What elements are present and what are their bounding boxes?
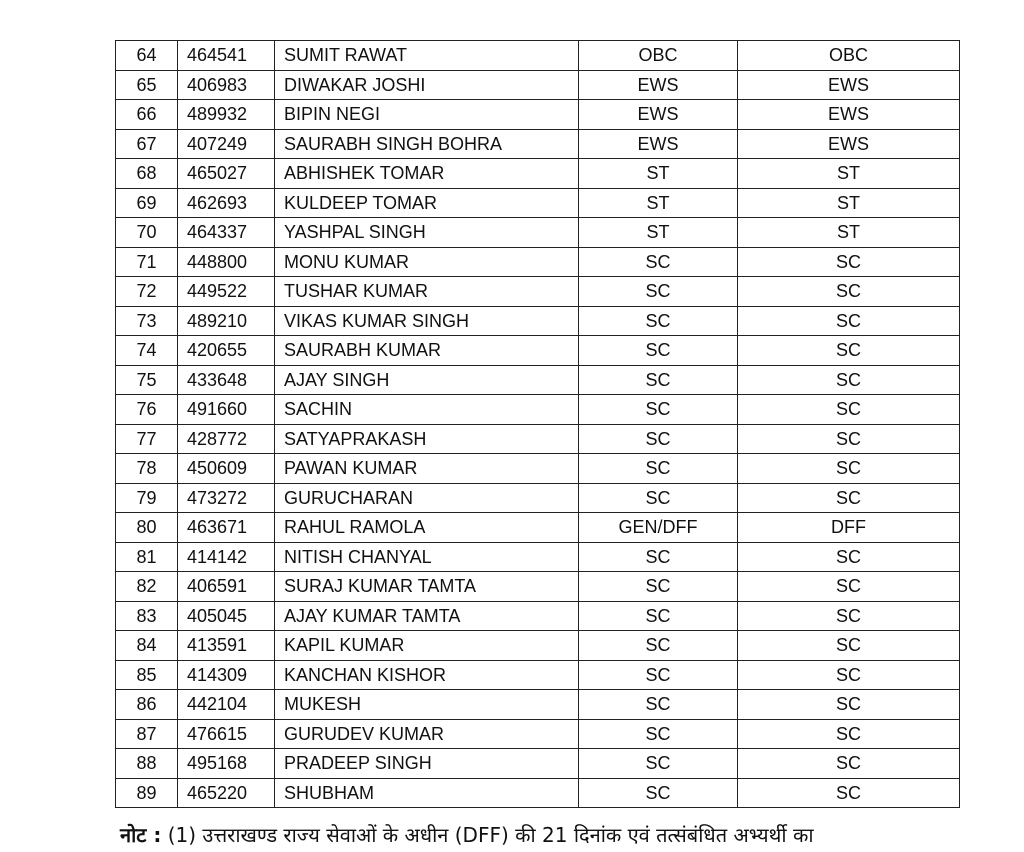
candidate-name-cell: ABHISHEK TOMAR <box>275 159 579 189</box>
table-row <box>116 454 960 484</box>
candidate-name-cell: SUMIT RAWAT <box>275 41 579 71</box>
serial-number-cell: 82 <box>116 572 178 602</box>
selected-category-cell: DFF <box>738 513 960 543</box>
table-row <box>116 631 960 661</box>
serial-number-cell: 72 <box>116 277 178 307</box>
category-cell: ST <box>579 218 738 248</box>
serial-number-cell: 75 <box>116 365 178 395</box>
selected-category-cell: SC <box>738 601 960 631</box>
roll-number-cell: 406591 <box>178 572 275 602</box>
table-row <box>116 513 960 543</box>
roll-number-cell: 450609 <box>178 454 275 484</box>
table-row <box>116 365 960 395</box>
table-row <box>116 778 960 808</box>
serial-number-cell: 89 <box>116 778 178 808</box>
candidate-name-cell: YASHPAL SINGH <box>275 218 579 248</box>
selected-category-cell: SC <box>738 660 960 690</box>
serial-number-cell: 79 <box>116 483 178 513</box>
serial-number-cell: 80 <box>116 513 178 543</box>
serial-number-cell: 78 <box>116 454 178 484</box>
table-row <box>116 188 960 218</box>
roll-number-cell: 491660 <box>178 395 275 425</box>
table-row <box>116 660 960 690</box>
table-row <box>116 601 960 631</box>
serial-number-cell: 86 <box>116 690 178 720</box>
roll-number-cell: 414309 <box>178 660 275 690</box>
serial-number-cell: 64 <box>116 41 178 71</box>
selected-category-cell: SC <box>738 572 960 602</box>
candidate-name-cell: SACHIN <box>275 395 579 425</box>
serial-number-cell: 76 <box>116 395 178 425</box>
roll-number-cell: 473272 <box>178 483 275 513</box>
selected-category-cell: SC <box>738 336 960 366</box>
footer-note <box>120 818 1020 847</box>
roll-number-cell: 449522 <box>178 277 275 307</box>
candidate-name-cell: SAURABH SINGH BOHRA <box>275 129 579 159</box>
roll-number-cell: 489932 <box>178 100 275 130</box>
table-row <box>116 100 960 130</box>
table-row <box>116 218 960 248</box>
table-row <box>116 247 960 277</box>
roll-number-cell: 489210 <box>178 306 275 336</box>
selected-category-cell: ST <box>738 218 960 248</box>
category-cell: SC <box>579 395 738 425</box>
table-row <box>116 690 960 720</box>
serial-number-cell: 65 <box>116 70 178 100</box>
roll-number-cell: 420655 <box>178 336 275 366</box>
serial-number-cell: 69 <box>116 188 178 218</box>
category-cell: EWS <box>579 100 738 130</box>
serial-number-cell: 74 <box>116 336 178 366</box>
category-cell: SC <box>579 778 738 808</box>
selected-category-cell: SC <box>738 483 960 513</box>
roll-number-cell: 433648 <box>178 365 275 395</box>
candidate-name-cell: KULDEEP TOMAR <box>275 188 579 218</box>
candidate-name-cell: AJAY SINGH <box>275 365 579 395</box>
roll-number-cell: 462693 <box>178 188 275 218</box>
category-cell: SC <box>579 690 738 720</box>
selected-category-cell: SC <box>738 454 960 484</box>
roll-number-cell: 476615 <box>178 719 275 749</box>
table-row <box>116 277 960 307</box>
roll-number-cell: 463671 <box>178 513 275 543</box>
category-cell: SC <box>579 572 738 602</box>
candidate-name-cell: GURUCHARAN <box>275 483 579 513</box>
selected-category-cell: SC <box>738 690 960 720</box>
selected-category-cell: SC <box>738 424 960 454</box>
selected-category-cell: SC <box>738 365 960 395</box>
table-row <box>116 542 960 572</box>
table-row <box>116 572 960 602</box>
serial-number-cell: 70 <box>116 218 178 248</box>
serial-number-cell: 88 <box>116 749 178 779</box>
candidate-name-cell: MUKESH <box>275 690 579 720</box>
table-row <box>116 306 960 336</box>
candidate-name-cell: PAWAN KUMAR <box>275 454 579 484</box>
selected-category-cell: SC <box>738 247 960 277</box>
category-cell: SC <box>579 542 738 572</box>
serial-number-cell: 77 <box>116 424 178 454</box>
candidate-name-cell: GURUDEV KUMAR <box>275 719 579 749</box>
selected-category-cell: SC <box>738 395 960 425</box>
selected-category-cell: EWS <box>738 70 960 100</box>
category-cell: EWS <box>579 70 738 100</box>
selected-category-cell: SC <box>738 306 960 336</box>
table-row <box>116 395 960 425</box>
selected-category-cell: SC <box>738 778 960 808</box>
results-table <box>115 40 960 808</box>
serial-number-cell: 73 <box>116 306 178 336</box>
table-row <box>116 41 960 71</box>
category-cell: EWS <box>579 129 738 159</box>
roll-number-cell: 414142 <box>178 542 275 572</box>
roll-number-cell: 465220 <box>178 778 275 808</box>
category-cell: SC <box>579 454 738 484</box>
selected-category-cell: ST <box>738 159 960 189</box>
roll-number-cell: 413591 <box>178 631 275 661</box>
category-cell: SC <box>579 365 738 395</box>
roll-number-cell: 448800 <box>178 247 275 277</box>
footer-note-text: (1) उत्तराखण्ड राज्य सेवाओं के अधीन (DFF) की 21 दिनांक एवं तत्संबंधित अभ्यर्थी का <box>167 823 814 847</box>
roll-number-cell: 407249 <box>178 129 275 159</box>
category-cell: SC <box>579 336 738 366</box>
category-cell: SC <box>579 483 738 513</box>
candidate-name-cell: NITISH CHANYAL <box>275 542 579 572</box>
selected-category-cell: SC <box>738 631 960 661</box>
category-cell: SC <box>579 749 738 779</box>
roll-number-cell: 465027 <box>178 159 275 189</box>
serial-number-cell: 68 <box>116 159 178 189</box>
roll-number-cell: 406983 <box>178 70 275 100</box>
category-cell: SC <box>579 660 738 690</box>
category-cell: ST <box>579 188 738 218</box>
table-row <box>116 336 960 366</box>
category-cell: OBC <box>579 41 738 71</box>
table-row <box>116 719 960 749</box>
candidate-name-cell: SAURABH KUMAR <box>275 336 579 366</box>
selected-category-cell: ST <box>738 188 960 218</box>
candidate-name-cell: DIWAKAR JOSHI <box>275 70 579 100</box>
category-cell: SC <box>579 277 738 307</box>
selected-category-cell: EWS <box>738 100 960 130</box>
selected-category-cell: SC <box>738 719 960 749</box>
selected-category-cell: EWS <box>738 129 960 159</box>
serial-number-cell: 67 <box>116 129 178 159</box>
candidate-name-cell: KAPIL KUMAR <box>275 631 579 661</box>
roll-number-cell: 428772 <box>178 424 275 454</box>
category-cell: SC <box>579 631 738 661</box>
serial-number-cell: 81 <box>116 542 178 572</box>
footer-note-label: नोट : <box>120 823 162 847</box>
serial-number-cell: 83 <box>116 601 178 631</box>
roll-number-cell: 405045 <box>178 601 275 631</box>
category-cell: SC <box>579 719 738 749</box>
candidate-name-cell: KANCHAN KISHOR <box>275 660 579 690</box>
table-row <box>116 483 960 513</box>
roll-number-cell: 464337 <box>178 218 275 248</box>
table-row <box>116 129 960 159</box>
table-row <box>116 749 960 779</box>
candidate-name-cell: VIKAS KUMAR SINGH <box>275 306 579 336</box>
table-row <box>116 424 960 454</box>
category-cell: GEN/DFF <box>579 513 738 543</box>
candidate-name-cell: MONU KUMAR <box>275 247 579 277</box>
selected-category-cell: SC <box>738 542 960 572</box>
candidate-name-cell: PRADEEP SINGH <box>275 749 579 779</box>
selected-category-cell: OBC <box>738 41 960 71</box>
candidate-name-cell: RAHUL RAMOLA <box>275 513 579 543</box>
category-cell: SC <box>579 601 738 631</box>
serial-number-cell: 84 <box>116 631 178 661</box>
candidate-name-cell: AJAY KUMAR TAMTA <box>275 601 579 631</box>
category-cell: SC <box>579 247 738 277</box>
serial-number-cell: 85 <box>116 660 178 690</box>
roll-number-cell: 442104 <box>178 690 275 720</box>
results-table-body <box>116 41 960 808</box>
candidate-name-cell: TUSHAR KUMAR <box>275 277 579 307</box>
candidate-name-cell: SURAJ KUMAR TAMTA <box>275 572 579 602</box>
selected-category-cell: SC <box>738 749 960 779</box>
category-cell: SC <box>579 424 738 454</box>
candidate-name-cell: SATYAPRAKASH <box>275 424 579 454</box>
serial-number-cell: 71 <box>116 247 178 277</box>
selected-category-cell: SC <box>738 277 960 307</box>
category-cell: ST <box>579 159 738 189</box>
serial-number-cell: 87 <box>116 719 178 749</box>
roll-number-cell: 464541 <box>178 41 275 71</box>
serial-number-cell: 66 <box>116 100 178 130</box>
table-row <box>116 159 960 189</box>
candidate-name-cell: SHUBHAM <box>275 778 579 808</box>
candidate-name-cell: BIPIN NEGI <box>275 100 579 130</box>
roll-number-cell: 495168 <box>178 749 275 779</box>
table-row <box>116 70 960 100</box>
category-cell: SC <box>579 306 738 336</box>
